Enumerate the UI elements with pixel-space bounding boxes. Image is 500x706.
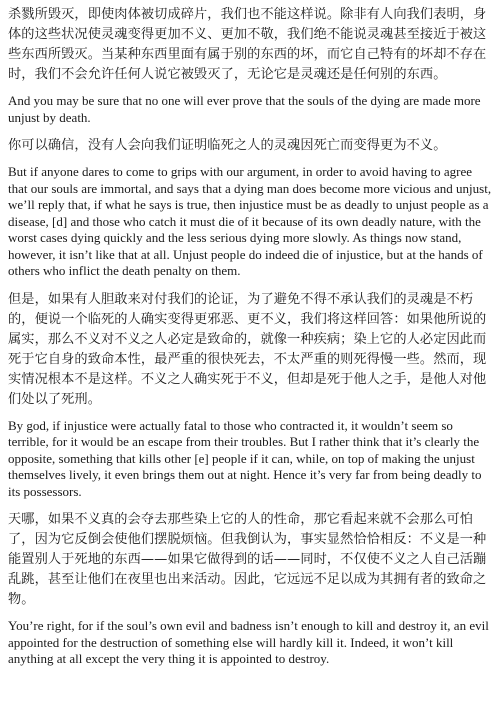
paragraph-zh-2: 你可以确信，没有人会向我们证明临死之人的灵魂因死亡而变得更为不义。 (8, 138, 447, 153)
paragraph-zh-1: 杀戮所毁灭，即使肉体被切成碎片，我们也不能这样说。除非有人向我们表明，身体的这些状况使灵魂变得更加不义、更加不敬，我们绝不能说灵魂甚至接近于被这些东西所毁灭。当某种东西里面有属于别的东西的坏，而它自己特有的坏却不存在时，我们不会允许任何人说它被毁灭了，无论它是灵魂还是任何别的东西。 (8, 7, 487, 82)
paragraph-en-2: But if anyone dares to come to grips with our argument, in order to avoid having to agree that our souls are immortal, and says that a dying man does become more vicious and unjust, we’ll reply that, if what he says is true, then injustice must be as deadly to unjust people as a disease, [d] and those who catch it must die of it because of its own deadly nature, with the worst cases dying quickly and the less serious dying more slowly. As things now stand, however, it isn’t like that at all. Unjust people do indeed die of injustice, but at the hands of others who inflict the death penalty on them. (8, 164, 492, 278)
paragraph-en-3: By god, if injustice were actually fatal to those who contracted it, it wouldn’t seem so terrible, for it would be an escape from their troubles. But I rather think that it’s clearly the opposite, something that kills other [e] people if it can, while, on top of making the unjust themselves lively, it even brings them out at night. Hence it’s very far from being deadly to its possessors. (8, 417, 482, 499)
document-page (8, 5, 492, 678)
paragraph-en-1: And you may be sure that no one will ever prove that the souls of the dying are made more unjust by death. (8, 93, 481, 125)
paragraph-zh-4: 天哪，如果不义真的会夺去那些染上它的人的性命，那它看起来就不会那么可怕了，因为它反倒会使他们摆脱烦恼。但我倒认为，事实显然恰恰相反：不义是一种能置别人于死地的东西——如果它做得到的话——同时，不仅使不义之人自己活蹦乱跳，甚至让他们在夜里也出来活动。因此，它远远不足以成为其拥有者的致命之物。 (8, 512, 487, 607)
paragraph-en-4: You’re right, for if the soul’s own evil and badness isn’t enough to kill and destroy it, an evil appointed for the destruction of something else will hardly kill it. Indeed, it won’t kill anything at all except the very thing it is appointed to destroy. (8, 618, 489, 666)
paragraph-zh-3: 但是，如果有人胆敢来对付我们的论证，为了避免不得不承认我们的灵魂是不朽的，便说一个临死的人确实变得更邪恶、更不义，我们将这样回答：如果他所说的属实，那么不义对不义之人必定是致命的，就像一种疾病；染上它的人必定因此而死于它自身的致命本性，最严重的很快死去，不太严重的则死得慢一些。然而，现实情况根本不是这样。不义之人确实死于不义，但却是死于他人之手，是他人对他们处以了死刑。 (8, 291, 487, 407)
